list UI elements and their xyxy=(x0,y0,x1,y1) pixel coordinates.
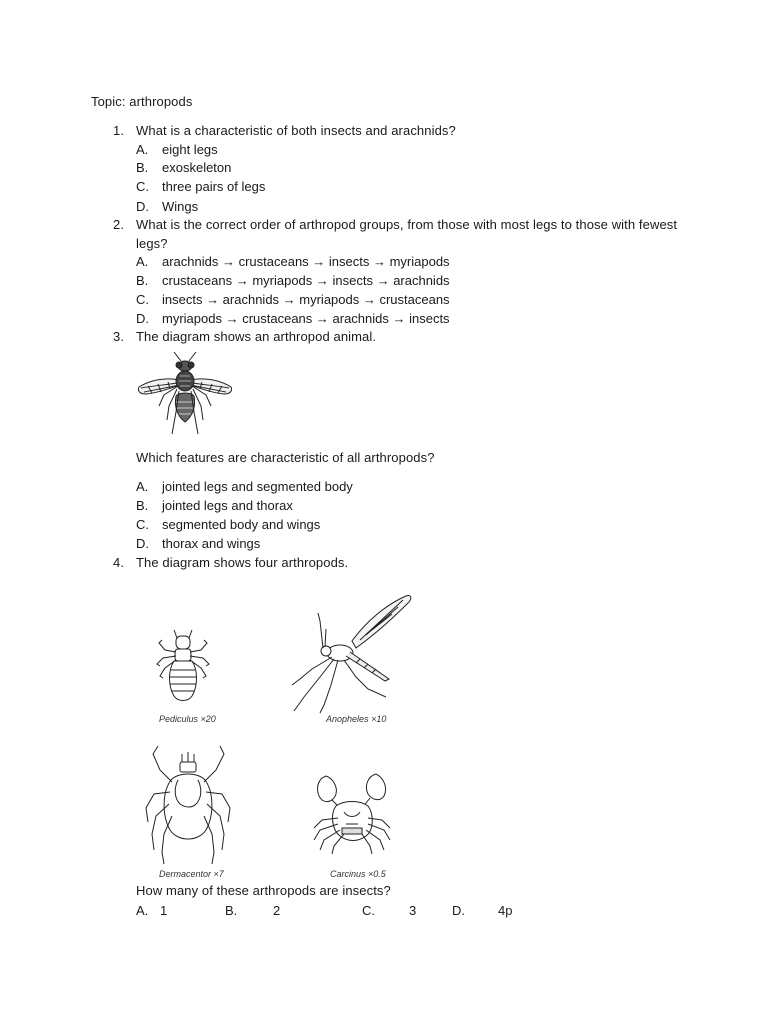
q1-option-d: Wings xyxy=(162,199,199,214)
q1-option-a-letter: A. xyxy=(136,142,149,157)
carcinus-caption xyxy=(330,869,386,879)
pediculus-name: Pediculus xyxy=(159,714,199,724)
q3-option-d: thorax and wings xyxy=(162,536,261,551)
q2-option-c: insects → arachnids → myriapods → crustaceans xyxy=(162,292,450,307)
question-4-followup: How many of these arthropods are insects? xyxy=(136,883,391,898)
dermacentor-caption xyxy=(159,869,224,879)
q4-answer-d-letter: D. xyxy=(452,903,465,918)
q3-option-c: segmented body and wings xyxy=(162,517,321,532)
q1-option-b-letter: B. xyxy=(136,160,149,175)
q4-answer-c: 3 xyxy=(409,903,417,918)
q2-option-d-letter: D. xyxy=(136,311,149,326)
q4-answer-d: 4p xyxy=(498,903,513,918)
q1-option-c-letter: C. xyxy=(136,179,149,194)
q4-answer-b: 2 xyxy=(273,903,281,918)
carcinus-magnification: ×0.5 xyxy=(368,869,386,879)
q3-option-a: jointed legs and segmented body xyxy=(162,479,353,494)
dermacentor-name: Dermacentor xyxy=(159,869,212,879)
question-1-text: What is a characteristic of both insects and arachnids? xyxy=(136,123,456,138)
fly-illustration xyxy=(134,350,236,438)
question-4-number: 4. xyxy=(113,555,125,570)
q4-answer-c-letter: C. xyxy=(362,903,375,918)
q1-option-a: eight legs xyxy=(162,142,218,157)
louse-illustration xyxy=(150,628,216,710)
anopheles-magnification: ×10 xyxy=(371,714,387,724)
q1-option-b: exoskeleton xyxy=(162,160,232,175)
q4-answer-b-letter: B. xyxy=(225,903,238,918)
q3-option-d-letter: D. xyxy=(136,536,149,551)
q3-option-b-letter: B. xyxy=(136,498,149,513)
q2-option-c-letter: C. xyxy=(136,292,149,307)
q1-option-d-letter: D. xyxy=(136,199,149,214)
question-2-text-line2: legs? xyxy=(136,236,168,251)
carcinus-name: Carcinus xyxy=(330,869,366,879)
pediculus-magnification: ×20 xyxy=(200,714,216,724)
q2-option-b-letter: B. xyxy=(136,273,149,288)
tick-illustration xyxy=(138,742,238,866)
question-3-text: The diagram shows an arthropod animal. xyxy=(136,329,377,344)
question-2-text-line1: What is the correct order of arthropod groups, from those with most legs to those with fewest xyxy=(136,217,678,232)
q4-answer-a-letter: A. xyxy=(136,903,149,918)
anopheles-caption xyxy=(326,714,386,724)
q3-option-c-letter: C. xyxy=(136,517,149,532)
q3-option-b: jointed legs and thorax xyxy=(162,498,293,513)
question-3-followup: Which features are characteristic of all arthropods? xyxy=(136,450,435,465)
q2-option-a-letter: A. xyxy=(136,254,149,269)
question-1-number: 1. xyxy=(113,123,125,138)
q2-option-d: myriapods → crustaceans → arachnids → insects xyxy=(162,311,450,326)
question-4-text: The diagram shows four arthropods. xyxy=(136,555,349,570)
topic-heading: Topic: arthropods xyxy=(91,94,193,109)
q2-option-a: arachnids → crustaceans → insects → myriapods xyxy=(162,254,450,269)
question-2-number: 2. xyxy=(113,217,125,232)
crab-illustration xyxy=(310,768,392,854)
anopheles-name: Anopheles xyxy=(326,714,369,724)
pediculus-caption xyxy=(159,714,216,724)
q4-answer-a: 1 xyxy=(160,903,168,918)
q2-option-b: crustaceans → myriapods → insects → arachnids xyxy=(162,273,450,288)
q1-option-c: three pairs of legs xyxy=(162,179,266,194)
dermacentor-magnification: ×7 xyxy=(213,869,224,879)
mosquito-illustration xyxy=(290,593,425,715)
q3-option-a-letter: A. xyxy=(136,479,149,494)
question-3-number: 3. xyxy=(113,329,125,344)
